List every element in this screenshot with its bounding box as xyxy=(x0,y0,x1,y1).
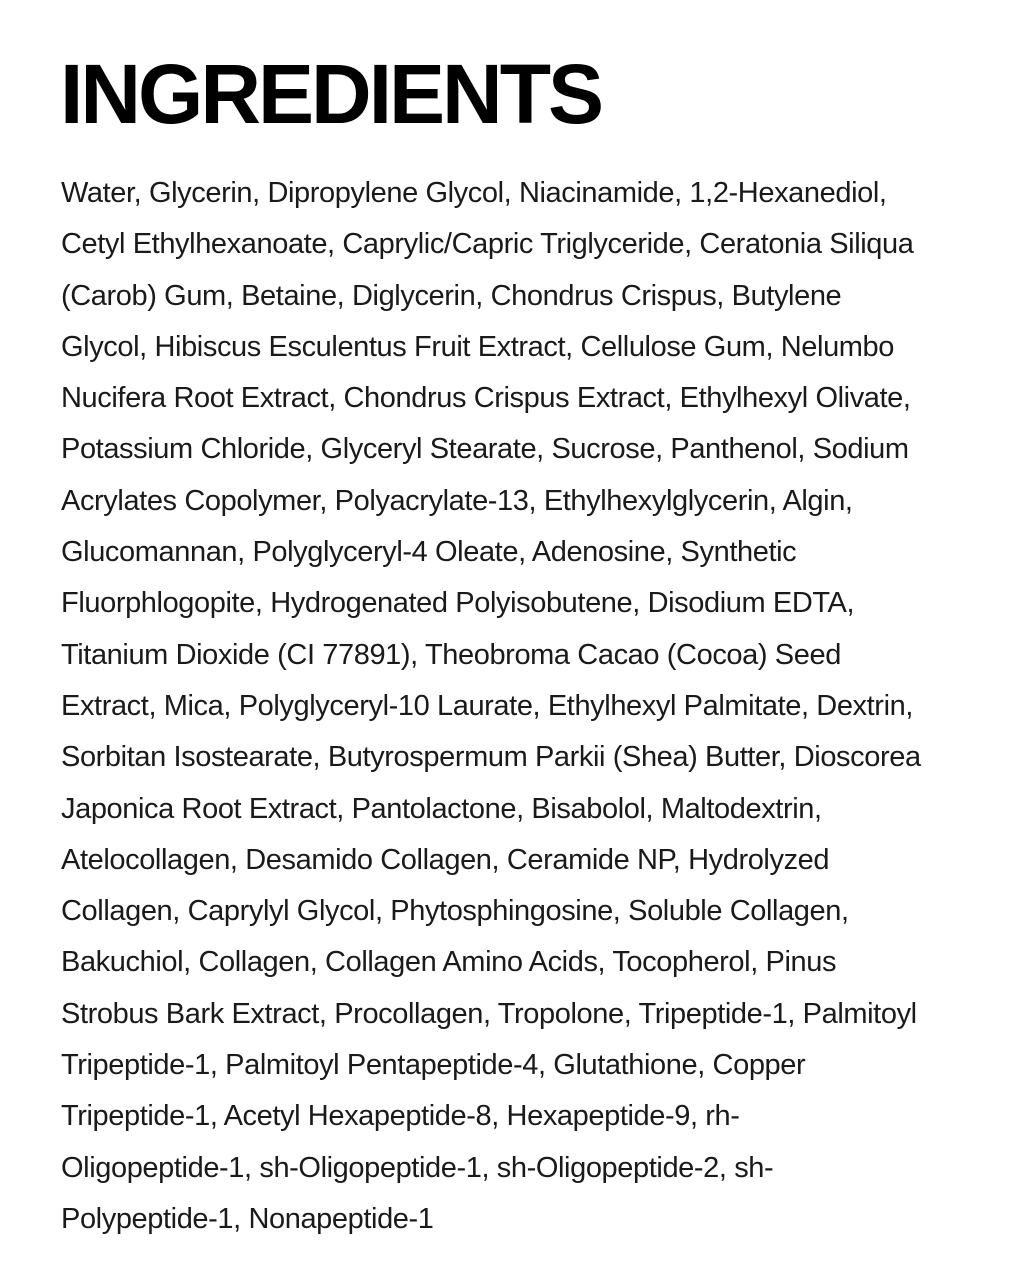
page-title: INGREDIENTS xyxy=(60,47,602,141)
ingredient-line: Polypeptide-1, Nonapeptide-1 xyxy=(61,1202,434,1235)
ingredient-line: Potassium Chloride, Glyceryl Stearate, Sucrose, Panthenol, Sodium xyxy=(61,433,909,466)
ingredient-line: Japonica Root Extract, Pantolactone, Bisabolol, Maltodextrin, xyxy=(61,792,822,825)
ingredient-line: Fluorphlogopite, Hydrogenated Polyisobutene, Disodium EDTA, xyxy=(61,587,855,620)
ingredient-line: Nucifera Root Extract, Chondrus Crispus Extract, Ethylhexyl Olivate, xyxy=(61,382,911,415)
ingredient-line: Glucomannan, Polyglyceryl-4 Oleate, Adenosine, Synthetic xyxy=(61,536,797,569)
ingredient-line: Tripeptide-1, Acetyl Hexapeptide-8, Hexapeptide-9, rh- xyxy=(61,1100,740,1133)
ingredient-line: Titanium Dioxide (CI 77891), Theobroma Cacao (Cocoa) Seed xyxy=(61,638,841,671)
ingredient-line: Tripeptide-1, Palmitoyl Pentapeptide-4, Glutathione, Copper xyxy=(61,1049,806,1082)
ingredient-line: Sorbitan Isostearate, Butyrospermum Parkii (Shea) Butter, Dioscorea xyxy=(61,741,921,774)
ingredient-line: Acrylates Copolymer, Polyacrylate-13, Ethylhexylglycerin, Algin, xyxy=(61,484,853,517)
ingredient-line: Strobus Bark Extract, Procollagen, Tropolone, Tripeptide-1, Palmitoyl xyxy=(61,997,917,1030)
ingredient-line: Cetyl Ethylhexanoate, Caprylic/Capric Triglyceride, Ceratonia Siliqua xyxy=(61,228,914,261)
ingredient-line: (Carob) Gum, Betaine, Diglycerin, Chondrus Crispus, Butylene xyxy=(61,279,842,312)
ingredient-list xyxy=(61,168,1001,1245)
ingredient-line: Water, Glycerin, Dipropylene Glycol, Niacinamide, 1,2-Hexanediol, xyxy=(61,177,887,209)
ingredient-line: Collagen, Caprylyl Glycol, Phytosphingosine, Soluble Collagen, xyxy=(61,895,849,928)
ingredient-line: Glycol, Hibiscus Esculentus Fruit Extract, Cellulose Gum, Nelumbo xyxy=(61,330,895,363)
ingredient-line: Atelocollagen, Desamido Collagen, Ceramide NP, Hydrolyzed xyxy=(61,843,830,876)
ingredient-line: Extract, Mica, Polyglyceryl-10 Laurate, Ethylhexyl Palmitate, Dextrin, xyxy=(61,689,913,722)
ingredient-line: Oligopeptide-1, sh-Oligopeptide-1, sh-Oligopeptide-2, sh- xyxy=(61,1151,774,1184)
ingredient-line: Bakuchiol, Collagen, Collagen Amino Acids, Tocopherol, Pinus xyxy=(61,946,837,979)
